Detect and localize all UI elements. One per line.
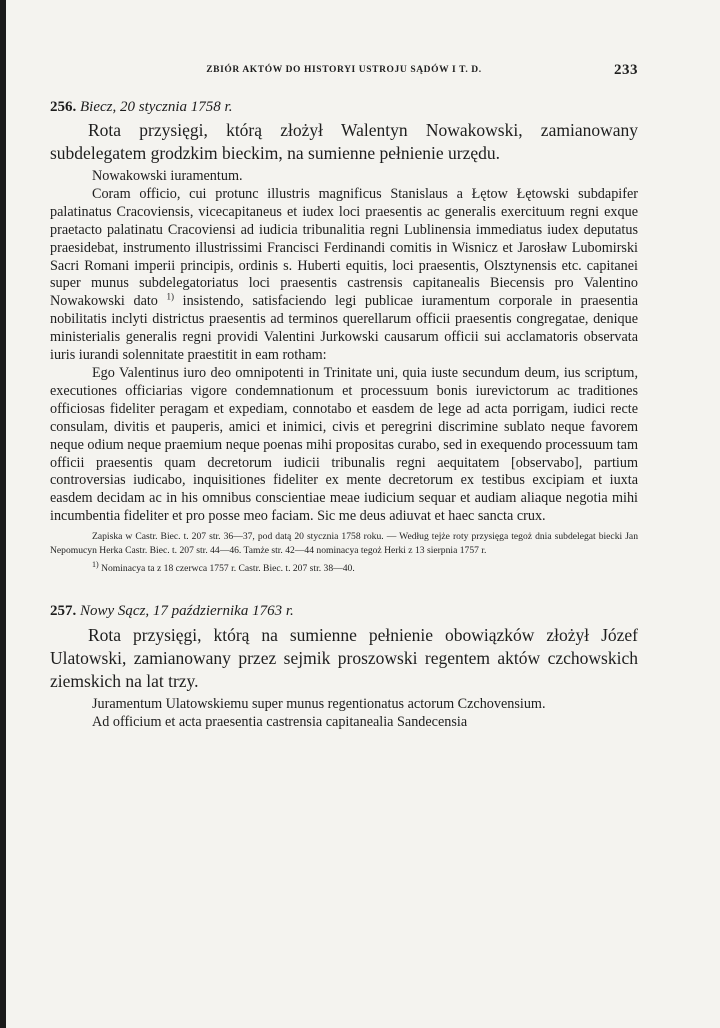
doc-256-paragraph-1-end: insistendo, satisfaciendo legi publicae iuramentum corporale in praesentia nobilitatis inclyti districtus praesentis ad terminos querellarum officii praesentis congregatae, denique ministerialis generalis regni providi Valentini Jurkowski causarum officii sui acclamatoris observata iuris iurandi solennitate praestitit in eam rotham: <box>50 293 638 364</box>
doc-256-heading <box>50 98 638 116</box>
doc-257-title: Rota przysięgi, którą na sumienne pełnienie obowiązków złożył Józef Ulatowski, zamianowany przez sejmik proszowski regentem aktów czchowskich ziemskich na lat trzy. <box>50 625 638 692</box>
doc-256-title: Rota przysięgi, którą złożył Walentyn Nowakowski, zamianowany subdelegatem grodzkim bieckim, na sumienne pełnienie urzędu. <box>50 120 638 163</box>
doc-256-oath-text: Ego Valentinus iuro deo omnipotenti in Trinitate uni, quia iuste secundum deum, ius scriptum, executiones officiarias vigore condemnationum et processuum bonis iurevictorum ac traditiones officiosas fideliter peragam et expediam, connotabo et easdem de lege ad acta porrigam, iudici recte consulam, divitis et pauperis, amici et inimici, civis et peregrini discrimine sublato neque favorem neque odium neque praemium neque poenas mihi propositas curabo, sed in exequendo processuum tam officii praesentis quam decretorum iudicii tribunalis regni aequitatem [observabo], partium controversias iudicabo, inquisitiones fideliter ex mente decretorum ex testibus excipiam et iuxta easdem decidam ac in his omnibus conscientiae meae iudicium sequar et audiam aliaque negotia mihi incumbentia fideliter et pro posse meo faciam. Sic me deus adiuvat et haec sancta crux. <box>50 364 638 525</box>
doc-256-footnote-1 <box>50 558 638 576</box>
section-gap <box>50 576 638 586</box>
doc-256-source-note: Zapiska w Castr. Biec. t. 207 str. 36—37, pod datą 20 stycznia 1758 roku. — Według tejże roty przysięga tegoż dnia subdelegat biecki Jan Nepomucyn Herka Castr. Biec. t. 207 str. 44—46. Tamże str. 42—44 nominacya tegoż Herki z 13 sierpnia 1757 r. <box>50 531 638 557</box>
footnote-1-text: Nominacya ta z 18 czerwca 1757 r. Castr. Biec. t. 207 str. 38—40. <box>101 563 355 575</box>
book-binding-edge <box>0 0 6 1028</box>
running-title: ZBIÓR AKTÓW DO HISTORYI USTROJU SĄDÓW I T. D. <box>206 65 482 75</box>
doc-256-number: 256. <box>50 99 77 115</box>
doc-257-heading <box>50 602 638 620</box>
doc-256-paragraph-1 <box>50 186 638 365</box>
doc-257-incipit: Juramentum Ulatowskiemu super munus regentionatus actorum Czchovensium. <box>92 696 546 713</box>
doc-257-paragraph-1: Ad officium et acta praesentia castrensia capitanealia Sandecensia <box>92 714 468 731</box>
doc-256-place-date: Biecz, 20 stycznia 1758 r. <box>80 99 233 115</box>
doc-256-incipit: Nowakowski iuramentum. <box>92 168 243 184</box>
footnote-1-mark: 1) <box>92 560 99 570</box>
footnote-marker: 1) <box>166 291 175 302</box>
doc-257-number: 257. <box>50 603 77 620</box>
doc-256-paragraph-1-start: Coram officio, cui protunc illustris magnificus Stanislaus a Łętow Łętowski subdapifer palatinatus Cracoviensis, vicecapitaneus et iudex loci praesentis ac generalis exercituum regni exque praetacto palatinatu Cracoviensi ad iudicia tribunalitia regni Lublinensia immediatus iudex deputatus praesidebat, instrumento illustrissimi Francisci Ferdinandi comitis in Wisnicz et Jarosław Lubomirski Sacri Romani imperii principis, ordinis s. Huberti equitis, loci praesentis, Olsztynensis etc. capitanei super munus subdelegatoriatus loci praesentis castrensis capitanealis Biecensis pro Valentino Nowakowski dato <box>50 185 638 310</box>
doc-256-notes <box>50 530 638 576</box>
running-head <box>50 58 638 82</box>
page-number: 233 <box>614 62 638 78</box>
doc-257-place-date: Nowy Sącz, 17 października 1763 r. <box>80 603 294 620</box>
book-page <box>50 58 638 732</box>
